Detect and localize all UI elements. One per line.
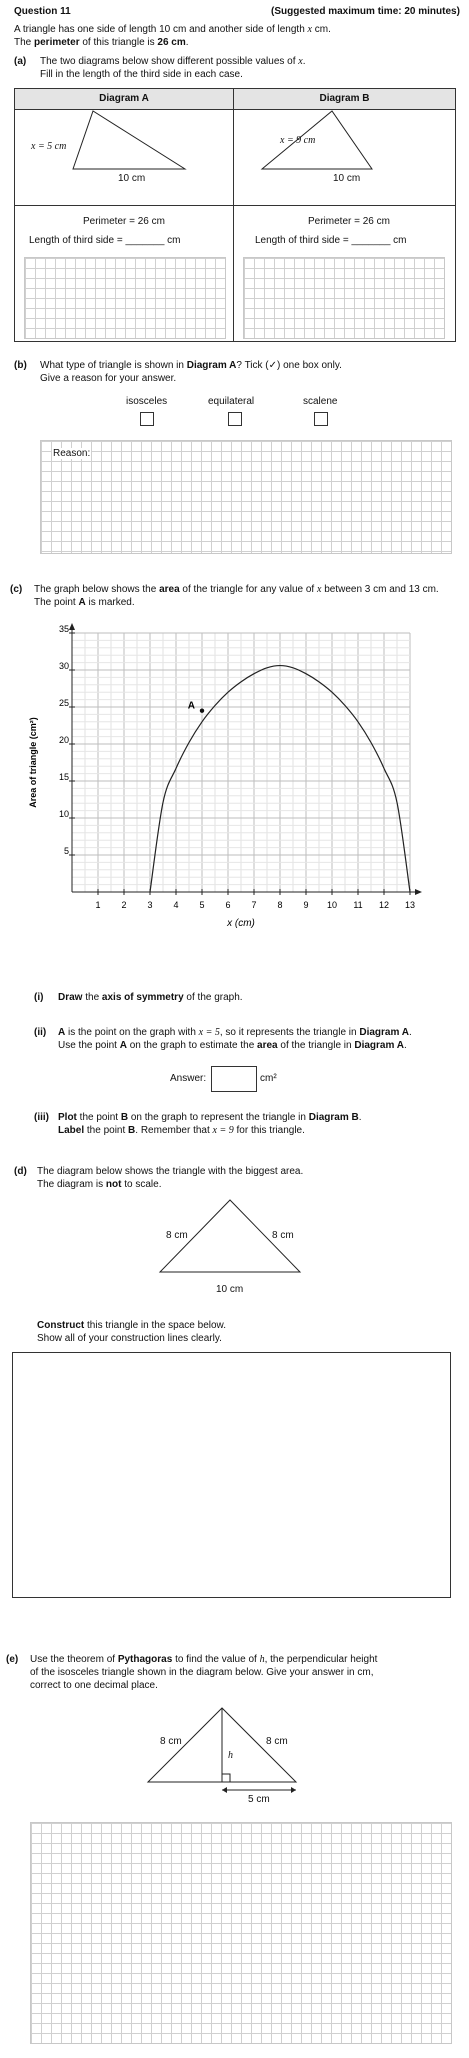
part-c-i-text: Draw the axis of symmetry of the graph. bbox=[58, 992, 243, 1003]
diagram-b-base-label: 10 cm bbox=[333, 173, 361, 184]
suggested-time: (Suggested maximum time: 20 minutes) bbox=[271, 6, 460, 17]
point-a-marker bbox=[200, 709, 204, 713]
part-b-line-2: Give a reason for your answer. bbox=[40, 373, 177, 384]
working-grid-e[interactable] bbox=[30, 1822, 452, 2044]
construct-line-2: Show all of your construction lines clearly. bbox=[37, 1333, 222, 1344]
x-tick-label: 11 bbox=[353, 900, 363, 910]
part-c-i-label: (i) bbox=[34, 992, 44, 1003]
reason-grid[interactable] bbox=[40, 440, 452, 554]
half-base-label: 5 cm bbox=[248, 1794, 270, 1805]
part-b-label: (b) bbox=[14, 360, 27, 371]
y-tick-label: 35 bbox=[58, 624, 69, 634]
part-c-line-1: The graph below shows the area of the triangle for any value of x between 3 cm and 13 cm. bbox=[34, 584, 439, 595]
part-e-left-side: 8 cm bbox=[160, 1736, 182, 1747]
x-tick-label: 6 bbox=[225, 900, 231, 910]
y-tick-label: 30 bbox=[58, 661, 69, 671]
area-answer-box[interactable] bbox=[211, 1066, 257, 1092]
y-tick-label: 5 bbox=[63, 846, 69, 856]
option-equilateral-label: equilateral bbox=[208, 396, 255, 407]
x-tick-label: 10 bbox=[326, 900, 338, 910]
chart-ticks bbox=[59, 624, 415, 910]
checkbox-equilateral[interactable] bbox=[228, 412, 242, 426]
part-b-line-1: What type of triangle is shown in Diagram A? Tick (✓) one box only. bbox=[40, 360, 342, 371]
x-tick-label: 5 bbox=[199, 900, 205, 910]
chart-grid bbox=[72, 633, 410, 892]
diagram-a-base-label: 10 cm bbox=[118, 173, 146, 184]
diagram-b-perimeter: Perimeter = 26 cm bbox=[308, 216, 390, 227]
part-e-line-1: Use the theorem of Pythagoras to find the value of h, the perpendicular height bbox=[30, 1654, 378, 1665]
part-e-label: (e) bbox=[6, 1654, 19, 1665]
y-axis-label: Area of triangle (cm²) bbox=[28, 717, 38, 808]
table-row-divider bbox=[15, 205, 455, 206]
part-c-label: (c) bbox=[10, 584, 23, 595]
isosceles-triangle-diagram bbox=[140, 1704, 310, 1804]
part-c-ii-line-1: A is the point on the graph with x = 5, so it represents the triangle in Diagram A. bbox=[58, 1027, 412, 1038]
diagram-a-third-side[interactable]: Length of third side = _______ cm bbox=[29, 235, 181, 246]
y-tick-label: 10 bbox=[58, 809, 69, 819]
x-tick-label: 1 bbox=[95, 900, 101, 910]
part-d-left-side: 8 cm bbox=[166, 1230, 188, 1241]
part-c-ii-line-2: Use the point A on the graph to estimate the area of the triangle in Diagram A. bbox=[58, 1040, 407, 1051]
part-c-iii-label: (iii) bbox=[34, 1112, 49, 1123]
diagram-b-triangle bbox=[234, 109, 455, 205]
answer-label: Answer: bbox=[170, 1073, 207, 1084]
x-tick-label: 8 bbox=[277, 900, 283, 910]
part-c-line-2: The point A is marked. bbox=[34, 597, 135, 608]
option-scalene-label: scalene bbox=[303, 396, 338, 407]
diagram-b-third-side[interactable]: Length of third side = _______ cm bbox=[255, 235, 407, 246]
x-tick-label: 2 bbox=[121, 900, 127, 910]
part-c-ii-label: (ii) bbox=[34, 1027, 47, 1038]
reason-label: Reason: bbox=[53, 448, 91, 459]
option-isosceles-label: isosceles bbox=[126, 396, 168, 407]
x-tick-label: 7 bbox=[251, 900, 257, 910]
construct-line-1: Construct this triangle in the space below. bbox=[37, 1320, 226, 1331]
part-d-base: 10 cm bbox=[216, 1284, 244, 1295]
diagram-a-triangle bbox=[15, 109, 233, 205]
part-d-label: (d) bbox=[14, 1166, 27, 1177]
x-tick-label: 12 bbox=[378, 900, 390, 910]
part-d-right-side: 8 cm bbox=[272, 1230, 294, 1241]
construction-box[interactable] bbox=[12, 1352, 451, 1598]
intro-line-1: A triangle has one side of length 10 cm and another side of length x cm. bbox=[14, 24, 331, 35]
working-grid-b[interactable] bbox=[243, 257, 445, 339]
working-grid-a[interactable] bbox=[24, 257, 226, 339]
diagram-a-header: Diagram A bbox=[15, 89, 233, 110]
part-e-right-side: 8 cm bbox=[266, 1736, 288, 1747]
point-a-label: A bbox=[187, 700, 195, 712]
x-tick-label: 9 bbox=[303, 900, 309, 910]
checkbox-isosceles[interactable] bbox=[140, 412, 154, 426]
question-number: Question 11 bbox=[14, 6, 71, 17]
diagram-table bbox=[14, 88, 456, 342]
diagram-b-header: Diagram B bbox=[234, 89, 455, 110]
x-tick-label: 3 bbox=[147, 900, 153, 910]
x-tick-label: 13 bbox=[404, 900, 416, 910]
area-chart[interactable] bbox=[20, 620, 430, 950]
answer-unit: cm² bbox=[260, 1073, 277, 1084]
x-axis-label: x (cm) bbox=[227, 918, 255, 929]
x-tick-label: 4 bbox=[173, 900, 179, 910]
part-c-iii-line-1: Plot the point B on the graph to represent the triangle in Diagram B. bbox=[58, 1112, 362, 1123]
part-d-line-1: The diagram below shows the triangle with the biggest area. bbox=[37, 1166, 304, 1177]
checkbox-scalene[interactable] bbox=[314, 412, 328, 426]
part-a-line-1: The two diagrams below show different possible values of x. bbox=[40, 56, 306, 67]
y-tick-label: 15 bbox=[58, 772, 69, 782]
intro-line-2: The perimeter of this triangle is 26 cm. bbox=[14, 37, 189, 48]
part-a-label: (a) bbox=[14, 56, 27, 67]
diagram-b-x-label: x = 9 cm bbox=[280, 135, 316, 146]
height-h-label: h bbox=[228, 1750, 233, 1761]
part-a-line-2: Fill in the length of the third side in each case. bbox=[40, 69, 243, 80]
y-tick-label: 25 bbox=[58, 698, 69, 708]
y-axis-arrow bbox=[69, 623, 75, 630]
part-c-iii-line-2: Label the point B. Remember that x = 9 for this triangle. bbox=[58, 1125, 305, 1136]
x-axis-arrow bbox=[415, 889, 422, 895]
diagram-a-perimeter: Perimeter = 26 cm bbox=[83, 216, 165, 227]
part-d-line-2: The diagram is not to scale. bbox=[37, 1179, 162, 1190]
part-e-line-2: of the isosceles triangle shown in the diagram below. Give your answer in cm, bbox=[30, 1667, 374, 1678]
part-e-line-3: correct to one decimal place. bbox=[30, 1680, 158, 1691]
diagram-a-x-label: x = 5 cm bbox=[31, 141, 67, 152]
y-tick-label: 20 bbox=[58, 735, 69, 745]
